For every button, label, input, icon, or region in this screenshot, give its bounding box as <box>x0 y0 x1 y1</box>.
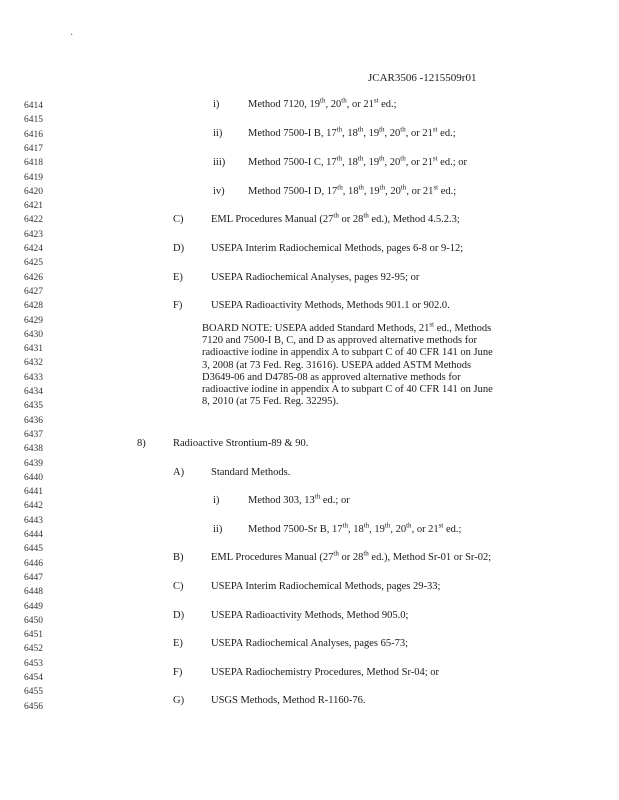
line-number: 6434 <box>24 387 43 397</box>
line-number: 6421 <box>24 201 43 212</box>
line-number: 6419 <box>24 172 43 183</box>
line-number: 6426 <box>24 272 43 283</box>
line-number: 6437 <box>24 429 43 440</box>
item-mark: i) <box>213 495 220 506</box>
line-number: 6420 <box>24 186 43 197</box>
item-mark: 8) <box>137 438 146 449</box>
line-number: 6450 <box>24 615 43 626</box>
line-number: 6439 <box>24 458 43 469</box>
line-number: 6440 <box>24 472 43 483</box>
item-text: EML Procedures Manual (27th or 28th ed.), Method 4.5.2.3; <box>211 211 460 225</box>
line-number: 6446 <box>24 558 43 569</box>
line-number: 6444 <box>24 530 43 540</box>
item-mark: C) <box>173 214 184 225</box>
line-number: 6417 <box>24 143 43 154</box>
line-number: 6449 <box>24 601 43 612</box>
line-number: 6451 <box>24 630 43 641</box>
item-text: Standard Methods. <box>211 467 291 478</box>
line-number: 6456 <box>24 701 43 712</box>
item-text: Method 7120, 19th, 20th, or 21st ed.; <box>248 96 397 110</box>
item-mark: E) <box>173 272 183 283</box>
item-mark: D) <box>173 610 185 621</box>
item-mark: F) <box>173 300 183 311</box>
line-number: 6416 <box>24 129 43 140</box>
line-number: 6448 <box>24 587 43 598</box>
scan-speck: · <box>70 30 74 41</box>
line-number: 6425 <box>24 258 43 269</box>
item-text: USEPA Interim Radiochemical Methods, pages 29-33; <box>211 581 441 592</box>
line-number: 6442 <box>24 501 43 512</box>
line-number: 6431 <box>24 344 43 355</box>
line-number: 6455 <box>24 687 43 698</box>
item-mark: G) <box>173 695 185 706</box>
line-number: 6423 <box>24 229 43 240</box>
line-number: 6432 <box>24 358 43 369</box>
line-number: 6436 <box>24 415 43 426</box>
item-text: Method 7500-Sr B, 17th, 18th, 19th, 20th, or 21st ed.; <box>248 521 462 535</box>
item-mark: B) <box>173 552 184 563</box>
item-text: USEPA Radiochemistry Procedures, Method Sr-04; or <box>211 667 440 678</box>
line-number: 6424 <box>24 244 43 254</box>
item-text: Method 7500-I B, 17th, 18th, 19th, 20th, or 21st ed.; <box>248 125 456 139</box>
line-number: 6452 <box>24 644 43 655</box>
line-number: 6429 <box>24 315 43 326</box>
item-text: Method 7500-I D, 17th, 18th, 19th, 20th, or 21st ed.; <box>248 183 457 197</box>
item-text: USEPA Interim Radiochemical Methods, pages 6-8 or 9-12; <box>211 243 464 254</box>
item-mark: i) <box>213 99 220 110</box>
line-number: 6433 <box>24 372 43 383</box>
item-mark: iv) <box>213 186 225 197</box>
item-text: Method 303, 13th ed.; or <box>248 492 350 506</box>
item-mark: E) <box>173 638 183 649</box>
line-number: 6414 <box>24 101 43 111</box>
item-mark: iii) <box>213 157 226 168</box>
board-note: BOARD NOTE: USEPA added Standard Methods, 21st ed., Methods 7120 and 7500-I B, C, and D as approved alternative methods for radioactive iodine in appendix A to subpart C of 40 CFR 141 on June 3, 2008 (at 73 Fed. Reg. 31616). USEPA added ASTM Methods D3649-06 and D4785-08 as approved alternative methods for radioactive iodine in appendix A to subpart C of 40 CFR 141 on June 8, 2010 (at 75 Fed. Reg. 32295). <box>202 320 493 408</box>
item-text: USGS Methods, Method R-1160-76. <box>211 695 366 706</box>
line-number: 6445 <box>24 544 43 555</box>
line-number: 6430 <box>24 329 43 340</box>
item-mark: A) <box>173 467 185 478</box>
item-text: Method 7500-I C, 17th, 18th, 19th, 20th, or 21st ed.; or <box>248 154 467 168</box>
line-number: 6441 <box>24 487 43 498</box>
item-text: USEPA Radioactivity Methods, Methods 901.1 or 902.0. <box>211 300 450 311</box>
item-mark: F) <box>173 667 183 678</box>
item-mark: D) <box>173 243 185 254</box>
line-number: 6418 <box>24 158 43 169</box>
item-mark: ii) <box>213 128 223 139</box>
line-number: 6415 <box>24 115 43 126</box>
line-number: 6435 <box>24 401 43 412</box>
item-text: USEPA Radiochemical Analyses, pages 92-95; or <box>211 272 420 283</box>
line-number: 6447 <box>24 572 43 583</box>
item-text: USEPA Radioactivity Methods, Method 905.0; <box>211 610 409 621</box>
item-text: EML Procedures Manual (27th or 28th ed.), Method Sr-01 or Sr-02; <box>211 549 492 563</box>
line-number: 6428 <box>24 301 43 312</box>
item-mark: ii) <box>213 524 223 535</box>
line-number: 6422 <box>24 215 43 226</box>
item-text: USEPA Radiochemical Analyses, pages 65-73; <box>211 638 409 649</box>
line-number: 6443 <box>24 515 43 526</box>
line-number: 6427 <box>24 286 43 297</box>
document-header-id: JCAR3506 -1215509r01 <box>368 72 477 84</box>
item-text: Radioactive Strontium-89 & 90. <box>173 438 309 449</box>
item-mark: C) <box>173 581 184 592</box>
line-number: 6438 <box>24 444 43 455</box>
line-number: 6453 <box>24 658 43 669</box>
line-number: 6454 <box>24 673 43 683</box>
